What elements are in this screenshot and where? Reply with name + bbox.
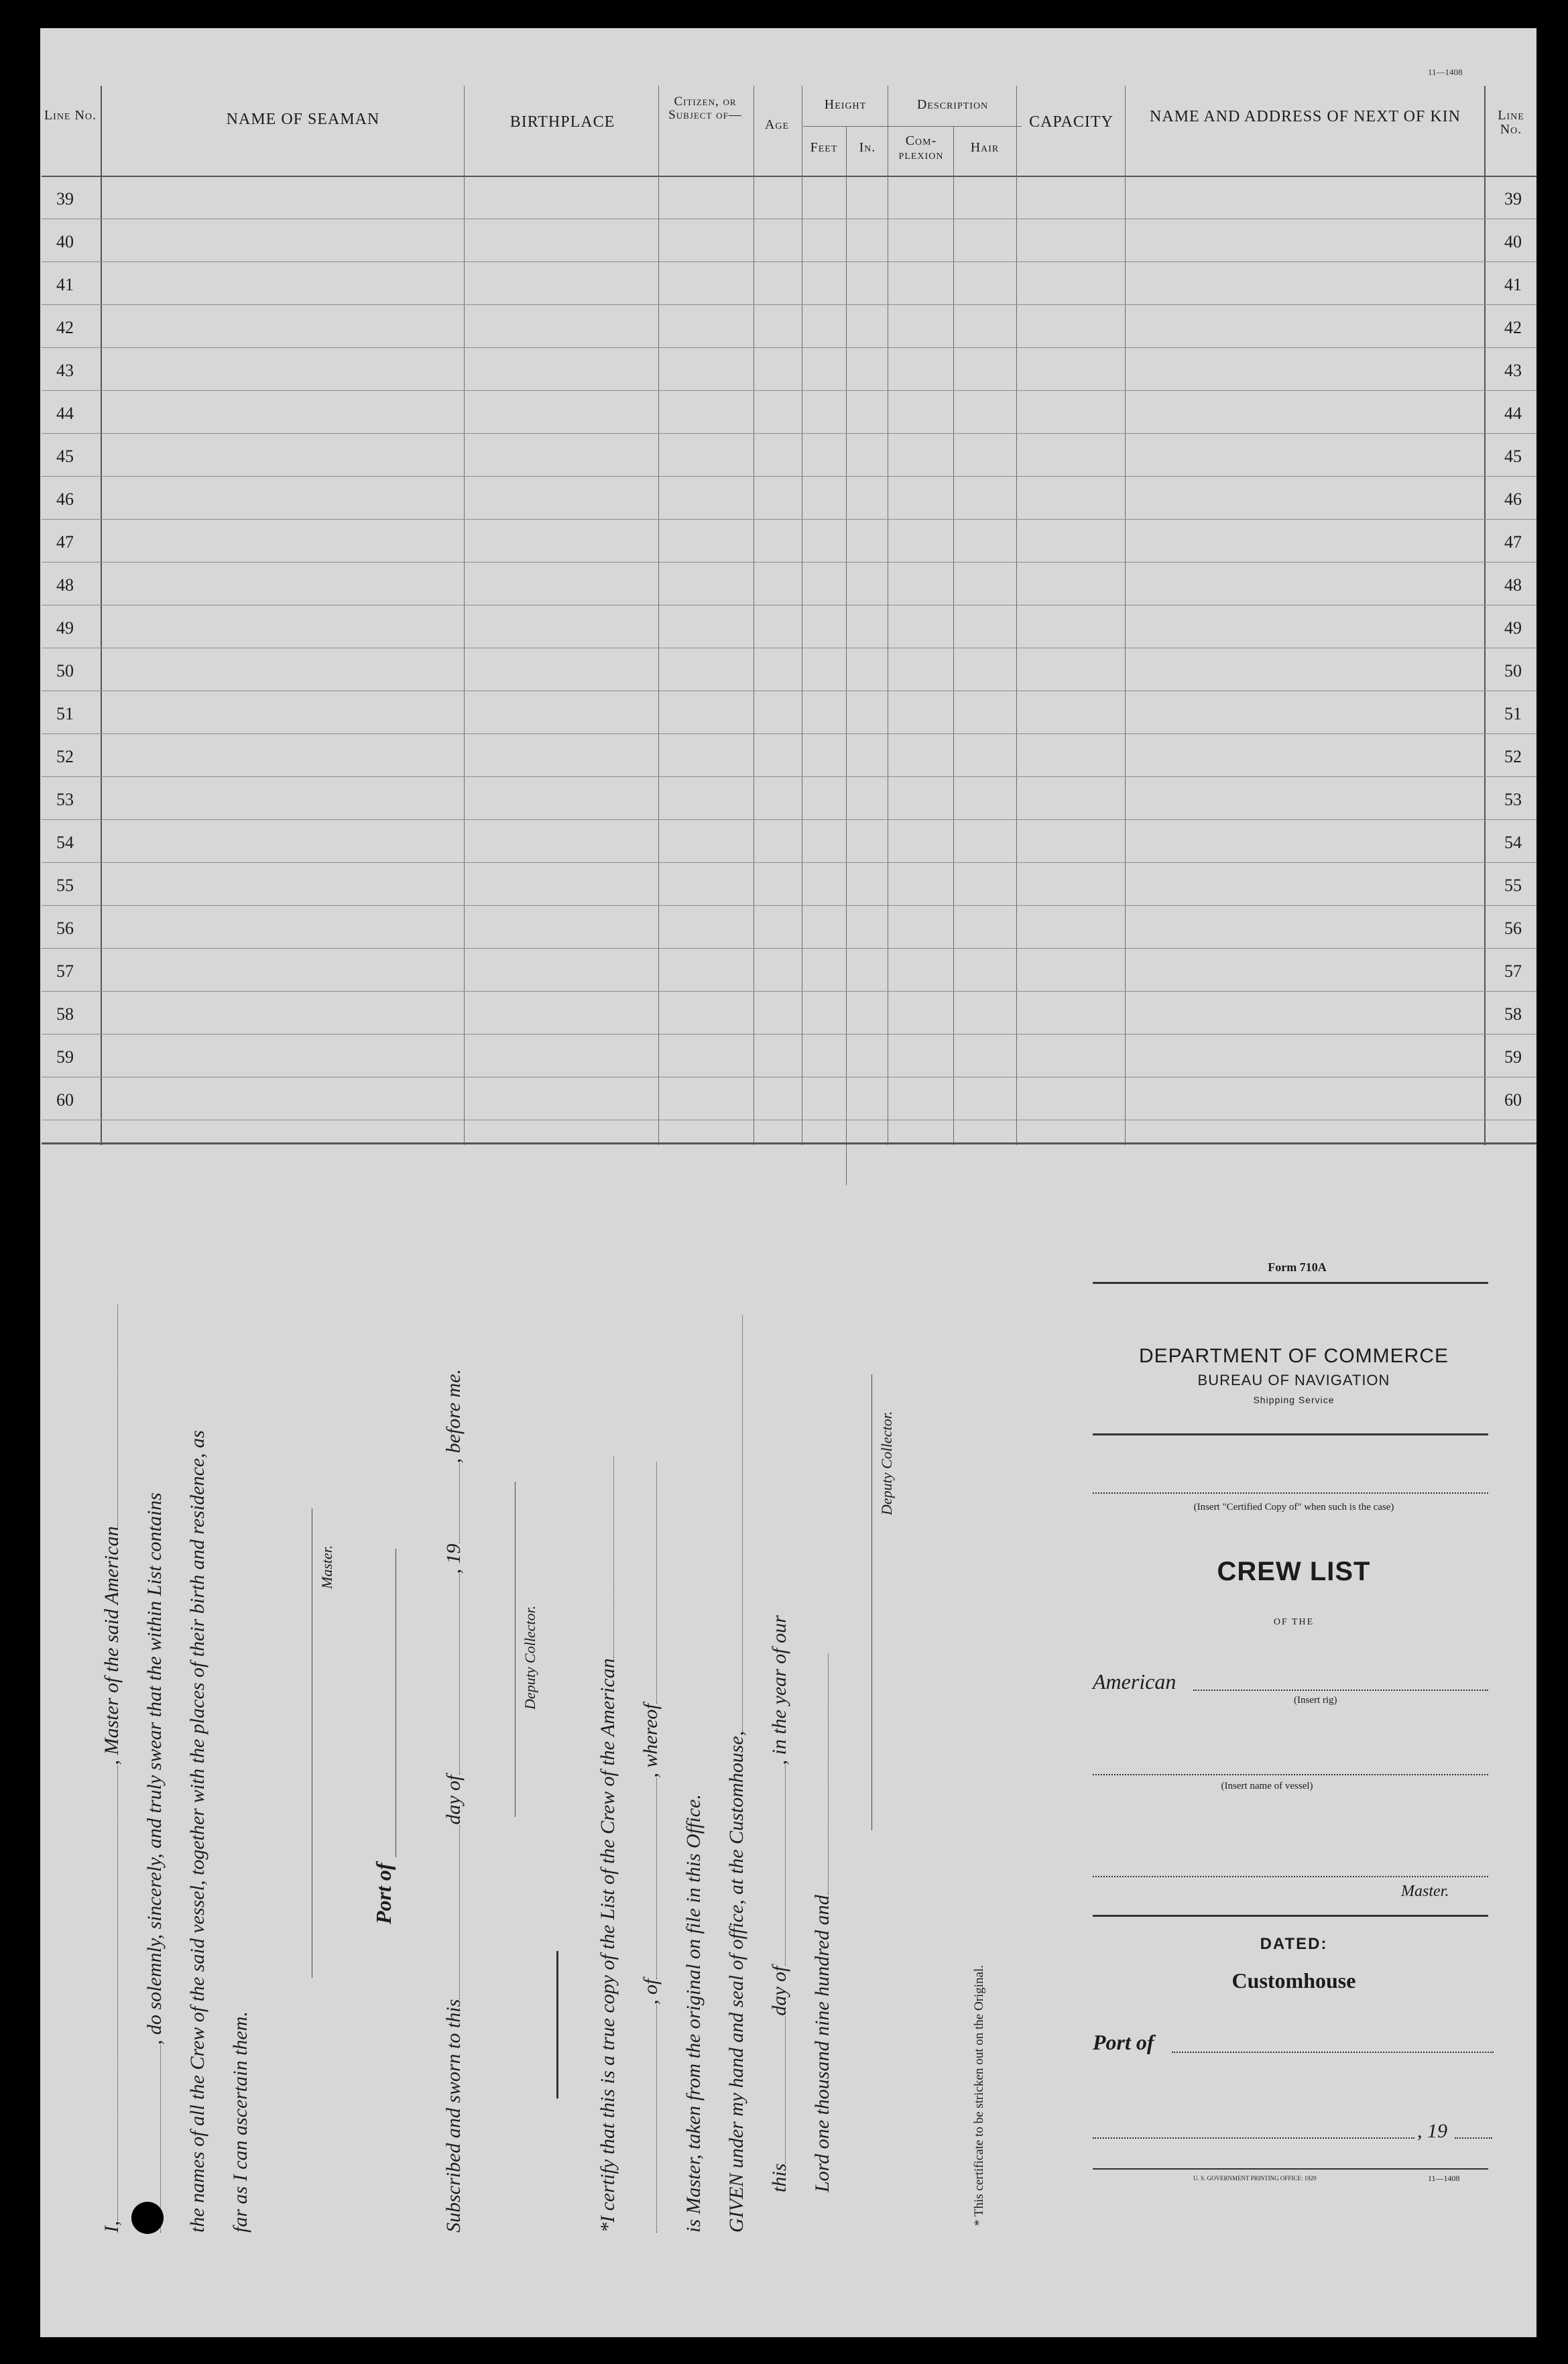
line-number: 56 — [56, 919, 74, 938]
rig-field[interactable] — [1193, 1690, 1488, 1691]
header-capacity: CAPACITY — [1029, 113, 1113, 131]
table-row[interactable] — [42, 905, 1536, 949]
line-number-right: 54 — [1504, 833, 1522, 852]
line-number: 44 — [56, 404, 74, 423]
cover-rule — [1093, 1282, 1488, 1284]
cert-port-field[interactable] — [642, 1778, 657, 1979]
header-line-no: Line No. — [44, 108, 97, 123]
subscribed-text: Subscribed and sworn to this — [442, 1999, 465, 2233]
table-row[interactable] — [42, 648, 1536, 691]
master-label: Master. — [318, 1545, 335, 1589]
header-name-of-seaman: NAME OF SEAMAN — [226, 111, 380, 128]
of-text: , of — [640, 1978, 662, 2005]
line-number: 58 — [56, 1004, 74, 1024]
crew-list-title: CREW LIST — [1217, 1557, 1371, 1586]
subscribed-line — [442, 1369, 465, 2233]
line-number: 47 — [56, 532, 74, 552]
this-text: this — [768, 2163, 790, 2192]
lord-line — [811, 1653, 834, 2233]
port-of-label: Port of — [371, 1863, 396, 1924]
master-cover-label: Master. — [1401, 1883, 1449, 1900]
line-number-right: 56 — [1504, 919, 1522, 938]
certify-line — [597, 1457, 619, 2233]
cover-block — [1093, 1260, 1502, 2199]
table-row[interactable] — [42, 1034, 1536, 1077]
table-row[interactable] — [42, 605, 1536, 648]
insert-rig-note: (Insert rig) — [1294, 1695, 1337, 1706]
table-row[interactable] — [42, 819, 1536, 863]
line-number: 57 — [56, 961, 74, 981]
oath-block — [101, 1240, 1006, 2233]
oath-line-4: far as I can ascertain them. — [229, 2011, 251, 2233]
whereof-text: , whereof — [640, 1704, 662, 1778]
line-number: 52 — [56, 747, 74, 766]
oath-line-1 — [101, 1305, 123, 2233]
header-hair: Hair — [970, 140, 1000, 155]
line-number: 48 — [56, 575, 74, 595]
cert-rig-field[interactable] — [599, 1457, 614, 1658]
before-me-text: , before me. — [442, 1368, 465, 1464]
header-inches: In. — [859, 140, 876, 155]
line-number: 59 — [56, 1047, 74, 1067]
form-number: Form 710A — [1268, 1260, 1327, 1274]
line-number-right: 57 — [1504, 961, 1522, 981]
header-complexion: Com-plexion — [898, 133, 944, 162]
form-code-top: 11—1408 — [1428, 67, 1463, 77]
year-of-our-text: , in the year of our — [768, 1615, 790, 1765]
table-row[interactable] — [42, 776, 1536, 820]
certified-copy-field[interactable] — [1093, 1492, 1488, 1494]
day-of-text: day of — [442, 1775, 465, 1825]
deputy-collector-label-2: Deputy Collector. — [878, 1411, 895, 1515]
this-day-line — [768, 1615, 791, 2233]
header-next-of-kin: NAME AND ADDRESS OF NEXT OF KIN — [1150, 108, 1461, 125]
printing-office: U. S. GOVERNMENT PRINTING OFFICE: 1929 — [1193, 2175, 1317, 2182]
line-number-right: 48 — [1504, 575, 1522, 595]
given-line — [725, 1315, 748, 2233]
line-number-right: 42 — [1504, 318, 1522, 337]
cover-rule — [1093, 1915, 1488, 1917]
table-row[interactable] — [42, 562, 1536, 605]
table-row[interactable] — [42, 433, 1536, 477]
customhouse-label: Customhouse — [1231, 1968, 1356, 1993]
table-row[interactable] — [42, 991, 1536, 1035]
footnote: * This certificate to be stricken out on the Original. — [972, 1964, 986, 2226]
table-row[interactable] — [42, 390, 1536, 434]
table-row[interactable] — [42, 1077, 1536, 1120]
line-number-right: 41 — [1504, 275, 1522, 294]
table-row[interactable] — [42, 219, 1536, 262]
header-subdivider — [803, 126, 1022, 127]
table-row[interactable] — [42, 948, 1536, 992]
nineteen-cover: , 19 — [1417, 2120, 1447, 2142]
table-row[interactable] — [42, 691, 1536, 734]
table-bottom-rule — [42, 1142, 1536, 1144]
cert-year-field[interactable] — [813, 1653, 829, 1895]
table-row[interactable] — [42, 261, 1536, 305]
american-label: American — [1093, 1669, 1177, 1694]
line-number-right: 46 — [1504, 489, 1522, 509]
line-number-right: 60 — [1504, 1090, 1522, 1110]
of-the-label: OF THE — [1273, 1617, 1315, 1627]
table-row[interactable] — [42, 519, 1536, 563]
oath-master-of: , Master of the said American — [101, 1526, 123, 1765]
line-number-right: 39 — [1504, 189, 1522, 209]
crew-table — [42, 86, 1536, 1145]
year-field[interactable] — [444, 1463, 460, 1543]
department-title: DEPARTMENT OF COMMERCE — [1138, 1345, 1449, 1367]
cert-master-field[interactable] — [642, 1462, 657, 1704]
line-number: 39 — [56, 189, 74, 209]
day-field[interactable] — [444, 1825, 460, 1999]
line-number-right: 43 — [1504, 361, 1522, 380]
bureau-title: BUREAU OF NAVIGATION — [1197, 1372, 1390, 1388]
master-cover-field[interactable] — [1093, 1876, 1488, 1877]
line-number: 49 — [56, 618, 74, 638]
table-row[interactable] — [42, 476, 1536, 520]
line-number: 46 — [56, 489, 74, 509]
line-number: 55 — [56, 876, 74, 895]
line-number-right: 53 — [1504, 790, 1522, 809]
cert-day-field[interactable] — [770, 2016, 786, 2164]
deputy-signature-line-1[interactable] — [515, 1482, 516, 1817]
line-number: 40 — [56, 232, 74, 251]
month-field[interactable] — [444, 1574, 460, 1775]
table-row[interactable] — [42, 347, 1536, 391]
line-number-right: 50 — [1504, 661, 1522, 681]
port-of-cover-label: Port of — [1093, 2030, 1154, 2054]
section-divider — [556, 1951, 558, 2099]
line-number-right: 58 — [1504, 1004, 1522, 1024]
line-number-right: 55 — [1504, 876, 1522, 895]
line-number-right: 47 — [1504, 532, 1522, 552]
certify-line-2 — [640, 1462, 662, 2233]
nineteen-text: , 19 — [442, 1543, 465, 1574]
header-feet: Feet — [810, 140, 838, 155]
header-age: Age — [764, 117, 790, 132]
line-number: 54 — [56, 833, 74, 852]
oath-line-2 — [143, 1492, 166, 2233]
line-number: 53 — [56, 790, 74, 809]
punch-hole — [131, 2202, 164, 2234]
line-number-right: 49 — [1504, 618, 1522, 638]
given-text: GIVEN under my hand and seal of office, at the Customhouse, — [725, 1730, 747, 2233]
year-cover-field[interactable] — [1455, 2137, 1492, 2139]
line-number: 43 — [56, 361, 74, 380]
line-number-right: 40 — [1504, 232, 1522, 251]
deputy-collector-label-1: Deputy Collector. — [522, 1605, 538, 1710]
line-number-right: 51 — [1504, 704, 1522, 723]
header-birthplace: BIRTHPLACE — [509, 113, 615, 131]
line-number-right: 59 — [1504, 1047, 1522, 1067]
oath-line-3: the names of all the Crew of the said vessel, together with the places of their birth and residence, as — [186, 1430, 208, 2233]
customhouse-field[interactable] — [727, 1315, 743, 1731]
vessel-name-cover-field[interactable] — [1093, 1774, 1488, 1775]
insert-certified-note: (Insert "Certified Copy of" when such is the case) — [1193, 1502, 1394, 1513]
line-number: 41 — [56, 275, 74, 294]
line-number-right: 44 — [1504, 404, 1522, 423]
certify-text: *I certify that this is a true copy of the List of the Crew of the American — [597, 1658, 619, 2233]
vessel-rig-field[interactable] — [103, 1305, 118, 1526]
cert-vessel-field[interactable] — [642, 2005, 657, 2233]
table-row[interactable] — [42, 176, 1536, 219]
date-cover-field[interactable] — [1093, 2137, 1414, 2139]
table-row[interactable] — [42, 862, 1536, 906]
dated-label: DATED: — [1260, 1935, 1328, 1953]
day-of-text-2: day of — [768, 1966, 790, 2016]
table-header — [42, 86, 1536, 177]
table-row[interactable] — [42, 733, 1536, 777]
oath-i: I, — [101, 2221, 123, 2233]
line-number: 50 — [56, 661, 74, 681]
master-name-field[interactable] — [103, 1765, 118, 2221]
cover-rule — [1093, 2168, 1488, 2170]
header-line-no-right: Line No. — [1498, 108, 1524, 137]
line-number: 51 — [56, 704, 74, 723]
is-master-line: is Master, taken from the original on file in this Office. — [682, 1794, 705, 2233]
header-description: Description — [916, 97, 989, 112]
header-citizen: Citizen, or Subject of— — [668, 95, 742, 122]
line-number: 42 — [56, 318, 74, 337]
table-row[interactable] — [42, 304, 1536, 348]
line-number-right: 45 — [1504, 447, 1522, 466]
lord-text: Lord one thousand nine hundred and — [811, 1895, 833, 2192]
line-number-right: 52 — [1504, 747, 1522, 766]
port-cover-field[interactable] — [1172, 2052, 1494, 2053]
cover-rule — [1093, 1433, 1488, 1435]
line-number: 45 — [56, 447, 74, 466]
service-title: Shipping Service — [1253, 1395, 1335, 1405]
oath-swear: , do solemnly, sincerely, and truly swear that the within List contains — [143, 1492, 166, 2045]
deputy-signature-line-2[interactable] — [871, 1374, 872, 1830]
cert-month-field[interactable] — [770, 1765, 786, 1966]
insert-name-note: (Insert name of vessel) — [1221, 1781, 1313, 1791]
form-code-bottom: 11—1408 — [1428, 2174, 1460, 2183]
header-height: Height — [824, 97, 867, 112]
line-number: 60 — [56, 1090, 74, 1110]
